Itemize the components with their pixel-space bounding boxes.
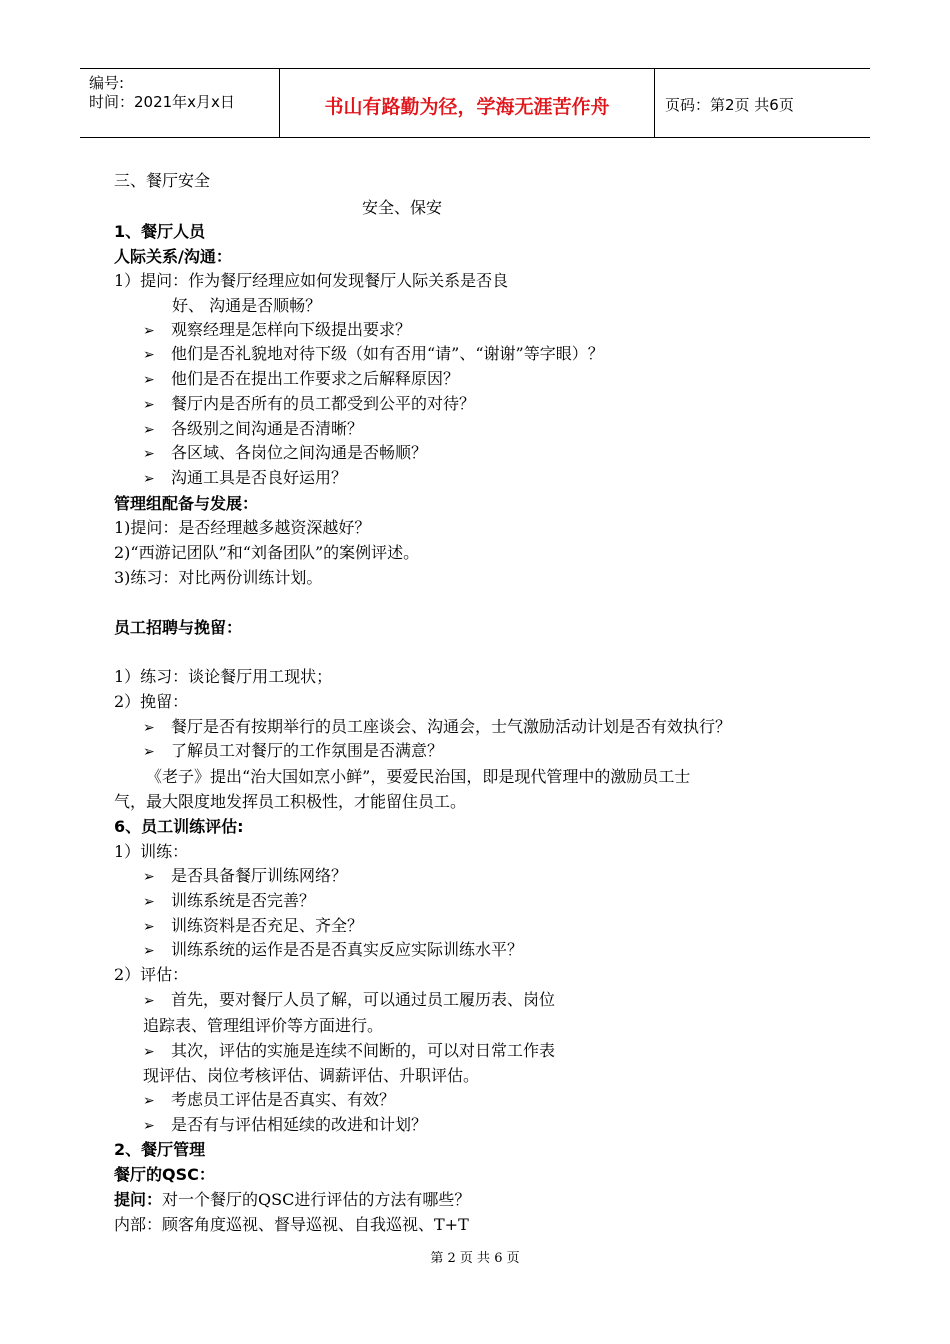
list-item: ➢ 他们是否礼貌地对待下级（如有否用“请”、“谢谢”等字眼）？ — [143, 344, 604, 363]
bullet-arrow-icon: ➢ — [143, 993, 155, 1009]
list-item: ➢ 餐厅是否有按期举行的员工座谈会、沟通会，士气激励活动计划是否有效执行？ — [143, 717, 732, 736]
motto: 书山有路勤为径，学海无涯苦作舟 — [324, 96, 610, 118]
number-label: 编号: — [89, 74, 125, 92]
recruit-line: 2）挽留： — [114, 692, 189, 711]
list-item: ➢ 是否具备餐厅训练网络？ — [143, 866, 348, 885]
header-cell-info — [80, 69, 280, 137]
bullet-arrow-icon: ➢ — [143, 446, 155, 462]
list-item: ➢ 各级别之间沟通是否清晰？ — [143, 419, 364, 438]
bullet-arrow-icon: ➢ — [143, 744, 155, 760]
list-item: ➢ 考虑员工评估是否真实、有效？ — [143, 1090, 396, 1109]
bullet-arrow-icon: ➢ — [143, 347, 155, 363]
heading-restaurant-staff: 1、餐厅人员 — [114, 222, 206, 241]
list-item: ➢ 训练资料是否充足、齐全？ — [143, 916, 364, 935]
qsc-internal: 内部：顾客角度巡视、督导巡视、自我巡视、T+T — [114, 1215, 469, 1234]
time-label: 时间：2021年x月x日 — [89, 93, 235, 111]
bullet-arrow-icon: ➢ — [143, 1044, 155, 1060]
eval-continuation: 追踪表、管理组评价等方面进行。 — [143, 1016, 384, 1035]
list-item: ➢ 训练系统的运作是否是否真实反应实际训练水平？ — [143, 940, 524, 959]
bullet-arrow-icon: ➢ — [143, 943, 155, 959]
bullet-arrow-icon: ➢ — [143, 471, 155, 487]
training-label: 1）训练： — [114, 842, 189, 861]
question-line-1: 1）提问：作为餐厅经理应如何发现餐厅人际关系是否良 — [114, 271, 509, 290]
bullet-arrow-icon: ➢ — [143, 372, 155, 388]
list-item: ➢ 餐厅内是否所有的员工都受到公平的对待？ — [143, 394, 476, 413]
laozi-line-1: 《老子》提出“治大国如烹小鲜”，要爱民治国，即是现代管理中的激励员工士 — [146, 767, 691, 786]
heading-restaurant-management: 2、餐厅管理 — [114, 1140, 206, 1159]
question-line-2: 好、 沟通是否顺畅？ — [172, 296, 322, 315]
list-item: ➢ 首先，要对餐厅人员了解，可以通过员工履历表、岗位 — [143, 990, 556, 1009]
bullet-arrow-icon: ➢ — [143, 422, 155, 438]
recruit-line: 1）练习：谈论餐厅用工现状； — [114, 667, 333, 686]
mgmt-line: 3)练习：对比两份训练计划。 — [114, 568, 323, 587]
laozi-line-2: 气，最大限度地发挥员工积极性，才能留住员工。 — [114, 792, 467, 811]
mgmt-line: 2)“西游记团队”和“刘备团队”的案例评述。 — [114, 543, 420, 562]
header-table — [80, 68, 870, 138]
heading-communication: 人际关系/沟通： — [114, 247, 232, 266]
eval-continuation: 现评估、岗位考核评估、调薪评估、升职评估。 — [143, 1066, 480, 1085]
bullet-arrow-icon: ➢ — [143, 720, 155, 736]
header-cell-page — [656, 69, 870, 137]
mgmt-line: 1)提问：是否经理越多越资深越好？ — [114, 518, 371, 537]
bullet-arrow-icon: ➢ — [143, 894, 155, 910]
evaluation-label: 2）评估： — [114, 965, 189, 984]
list-item: ➢ 了解员工对餐厅的工作氛围是否满意？ — [143, 741, 444, 760]
page-footer: 第 2 页 共 6 页 — [430, 1251, 520, 1266]
heading-recruitment: 员工招聘与挽留： — [114, 618, 243, 637]
page-label: 页码：第2页 共6页 — [665, 96, 794, 114]
bullet-arrow-icon: ➢ — [143, 323, 155, 339]
section-subtitle: 安全、保安 — [362, 198, 443, 217]
bullet-arrow-icon: ➢ — [143, 1093, 155, 1109]
heading-management-team: 管理组配备与发展： — [114, 494, 259, 513]
heading-qsc: 餐厅的QSC： — [114, 1165, 215, 1184]
bullet-arrow-icon: ➢ — [143, 919, 155, 935]
qsc-question: 提问：对一个餐厅的QSC进行评估的方法有哪些？ — [114, 1190, 471, 1209]
list-item: ➢ 他们是否在提出工作要求之后解释原因？ — [143, 369, 460, 388]
bullet-arrow-icon: ➢ — [143, 869, 155, 885]
list-item: ➢ 观察经理是怎样向下级提出要求？ — [143, 320, 412, 339]
list-item: ➢ 是否有与评估相延续的改进和计划？ — [143, 1115, 428, 1134]
list-item: ➢ 训练系统是否完善？ — [143, 891, 316, 910]
list-item: ➢ 各区域、各岗位之间沟通是否畅顺？ — [143, 443, 428, 462]
bullet-arrow-icon: ➢ — [143, 1118, 155, 1134]
list-item: ➢ 其次，评估的实施是连续不间断的，可以对日常工作表 — [143, 1041, 556, 1060]
list-item: ➢ 沟通工具是否良好运用？ — [143, 468, 348, 487]
heading-training-eval: 6、员工训练评估: — [114, 817, 244, 836]
header-cell-motto — [280, 69, 655, 137]
bullet-arrow-icon: ➢ — [143, 397, 155, 413]
section-title: 三、餐厅安全 — [114, 171, 211, 190]
